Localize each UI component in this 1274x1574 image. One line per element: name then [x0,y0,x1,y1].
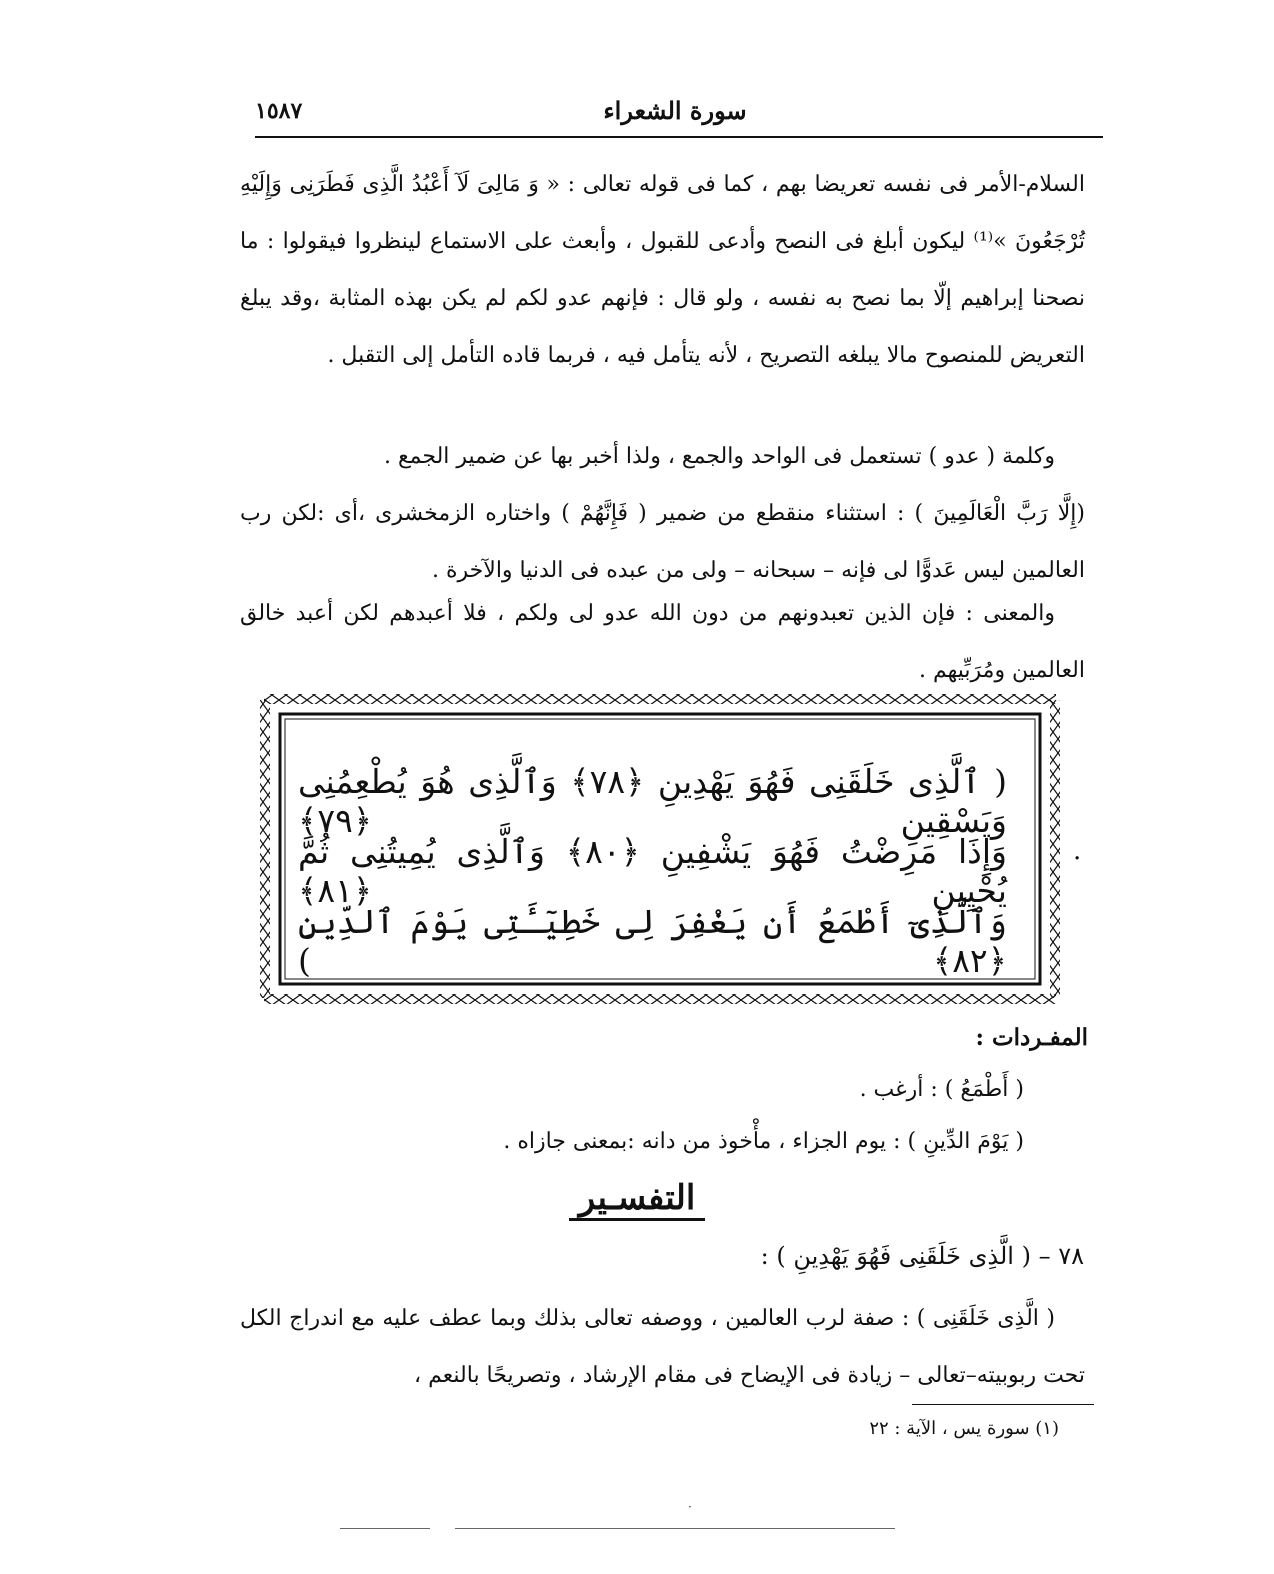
intro-paragraph-1: السلام-الأمر فى نفسه تعريضا بهم ، كما فى قوله تعالى : « وَ مَالِىَ لَآ أَعْبُدُ الَّذِى فَطَرَنِى وَإِلَيْهِ تُرْجَعُونَ »⁽¹⁾ ليكون أبلغ فى النصح وأدعى للقبول ، وأبعث على الاستماع لينظروا فيقولوا : ما نصحنا إبراهيم إلّا بما نصح به نفسه ، ولو قال : فإنهم عدو لكم لم يكن بهذه المثابة ،وقد يبلغ التعريض للمنصوح مالا يبلغه التصريح ، لأنه يتأمل فيه ، فربما قاده التأمل إلى التقبل . [240,172,1085,368]
running-header [255,92,1095,136]
verse-line-1: ( ٱلَّذِى خَلَقَنِى فَهُوَ يَهْدِينِ ﴿٧٨﴾ وَٱلَّذِى هُوَ يُطْعِمُنِى وَيَسْقِينِ ﴿٧٩﴾ [298,762,1007,840]
verse-line-2: وَإِذَا مَرِضْتُ فَهُوَ يَشْفِينِ ﴿٨٠﴾ وَٱلَّذِى يُمِيتُنِى ثُمَّ يُحْيِينِ ﴿٨١﴾ [298,832,1007,910]
intro-paragraph-4: والمعنى : فإن الذين تعبدونهم من دون الله عدو لى ولكم ، فلا أعبدهم لكن أعبد خالق العالمين ومُرَبِّيهم . [240,601,1085,683]
vocabulary-entry-2: ( يَوْمَ الدِّينِ ) : يوم الجزاء ، مأْخوذ من دانه :بمعنى جازاه . [503,1129,1024,1154]
intro-paragraph-3: (إِلَّا رَبَّ الْعَالَمِينَ ) : استثناء منقطع من ضمير ( فَإِنَّهُمْ ) واختاره الزمخشرى ،أى :لكن رب العالمين ليس عَدوًّا لى فإنه – سبحانه – ولى من عبده فى الدنيا والآخرة . [240,501,1085,583]
footnote: (١) سورة يس ، الآية : ٢٢ [869,1418,1059,1439]
verse-frame [258,690,1082,1008]
footnote-divider [912,1404,1094,1405]
verse-reference: ٧٨ – ( الَّذِى خَلَقَنِى فَهُوَ يَهْدِينِ ) : [760,1242,1084,1270]
vocabulary-heading: المفـردات : [975,1024,1088,1051]
vocabulary-entry-1: ( أَطْمَعُ ) : أرغب . [859,1077,1024,1102]
tafsir-paragraph: ( الَّذِى خَلَقَنِى ) : صفة لرب العالمين ، ووصفه تعالى بذلك وبما عطف عليه مع اندراج الكل تحت ربوبيته–تعالى – زيادة فى الإيضاح فى مقام الإرشاد ، وتصريحًا بالنعم ، [240,1306,1085,1388]
scan-mark: · [688,1500,692,1514]
scan-edge-left [340,1528,430,1529]
verse-line-3: وَٱلَّذِىٓ أَطْمَعُ أَن يَغْفِرَ لِى خَطِيٓـَٔتِى يَوْمَ ٱلدِّينِ ﴿٨٢﴾ ) [298,902,1007,980]
page-number: ١٥٨٧ [255,98,303,124]
surah-title: سورة الشعراء [603,96,747,125]
intro-paragraph-2: وكلمة ( عدو ) تستعمل فى الواحد والجمع ، ولذا أخبر بها عن ضمير الجمع . [383,444,1055,469]
header-divider [255,136,1103,138]
tafsir-heading [0,1178,1274,1218]
side-mark: . [1073,836,1082,866]
scan-edge-right [455,1528,895,1529]
tafsir-heading-text: التفسـير [569,1178,706,1221]
